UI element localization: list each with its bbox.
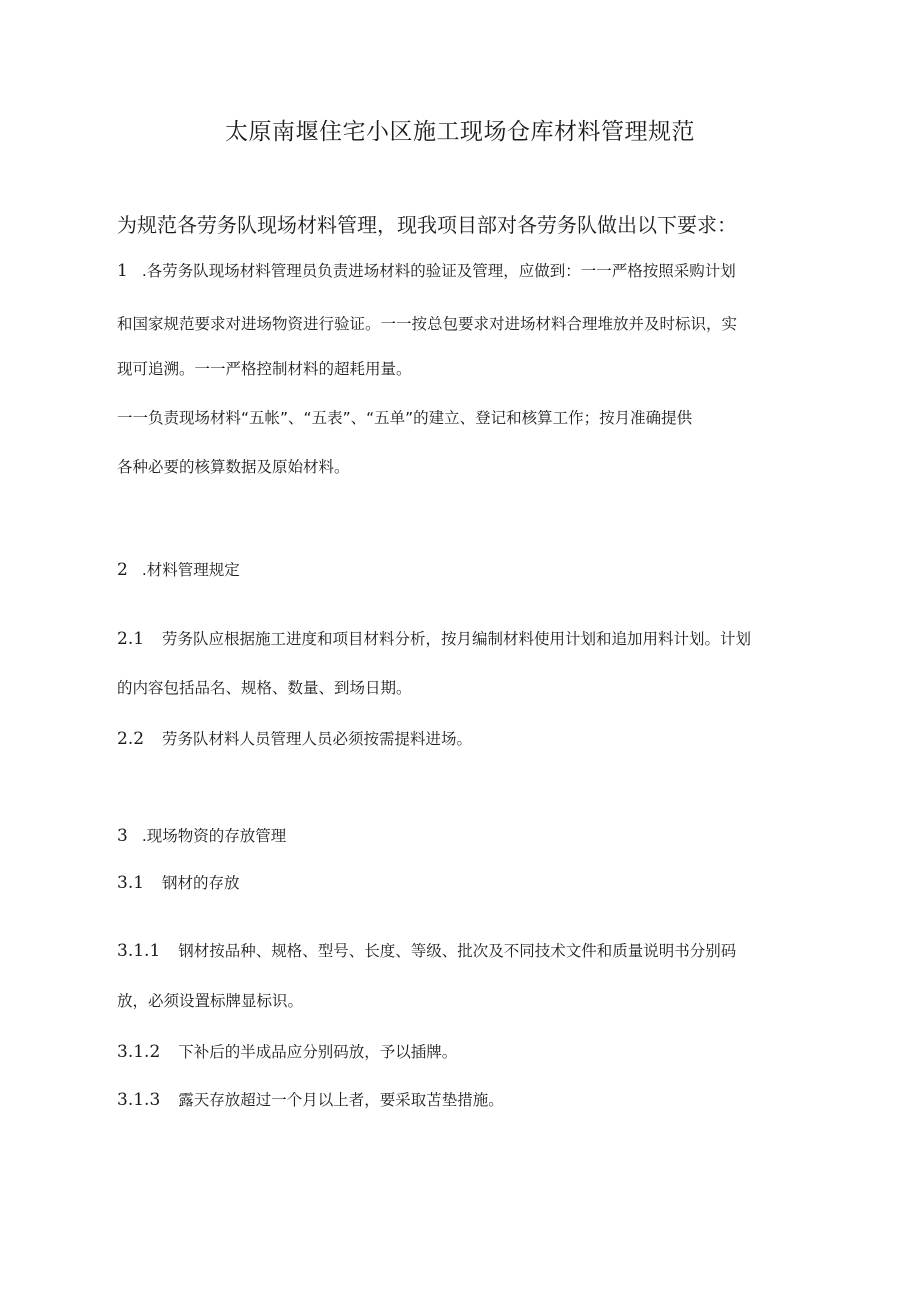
paragraph-3-1-1-number: 3.1.1 — [117, 941, 161, 961]
document-title: 太原南堰住宅小区施工现场仓库材料管理规范 — [225, 119, 695, 145]
section-1-text-1: .各劳务队现场材料管理员负责进场材料的验证及管理，应做到：一一严格按照采购计划 — [141, 262, 736, 280]
section-1-line-2: 和国家规范要求对进场物资进行验证。一一按总包要求对进场材料合理堆放并及时标识，实 — [117, 315, 738, 333]
paragraph-3-1-2-text-1: 下补后的半成品应分别码放，予以插牌。 — [178, 1043, 458, 1061]
section-1-line-4: 一一负责现场材料“五帐”、“五表”、“五单”的建立、登记和核算工作；按月准确提供 — [117, 409, 693, 427]
paragraph-2-1-line-2: 的内容包括品名、规格、数量、到场日期。 — [117, 679, 412, 697]
paragraph-3-1-3-number: 3.1.3 — [117, 1090, 161, 1110]
paragraph-2-2-text-1: 劳务队材料人员管理人员必须按需提料进场。 — [162, 730, 473, 748]
paragraph-3-1-2-line-1 — [117, 1039, 457, 1065]
paragraph-3-1-number: 3.1 — [117, 873, 145, 893]
paragraph-3-1-heading-text: 钢材的存放 — [162, 874, 240, 892]
paragraph-3-1-2-number: 3.1.2 — [117, 1042, 161, 1062]
paragraph-2-2-line-1 — [117, 726, 472, 752]
paragraph-2-1-number: 2.1 — [117, 629, 145, 649]
section-3-heading — [117, 823, 286, 849]
paragraph-3-1-3-text-1: 露天存放超过一个月以上者，要采取苫垫措施。 — [178, 1091, 504, 1109]
section-3-heading-text: .现场物资的存放管理 — [141, 827, 287, 845]
paragraph-3-1-1-line-1 — [117, 938, 736, 964]
paragraph-2-2-number: 2.2 — [117, 729, 145, 749]
section-1-line-5: 各种必要的核算数据及原始材料。 — [117, 458, 350, 476]
paragraph-2-1-line-1 — [117, 626, 751, 652]
paragraph-3-1-heading — [117, 870, 240, 896]
section-1-line-1 — [117, 258, 736, 284]
section-1-number: 1 — [117, 261, 128, 281]
section-2-number: 2 — [117, 560, 128, 580]
section-3-number: 3 — [117, 826, 128, 846]
intro-paragraph: 为规范各劳务队现场材料管理，现我项目部对各劳务队做出以下要求： — [117, 213, 737, 237]
section-1-line-3: 现可追溯。一一严格控制材料的超耗用量。 — [117, 360, 412, 378]
paragraph-3-1-3-line-1 — [117, 1087, 504, 1113]
section-2-heading-text: .材料管理规定 — [141, 561, 240, 579]
paragraph-2-1-text-1: 劳务队应根据施工进度和项目材料分析，按月编制材料使用计划和追加用料计划。计划 — [162, 630, 752, 648]
paragraph-3-1-1-line-2: 放，必须设置标牌显标识。 — [117, 992, 304, 1010]
paragraph-3-1-1-text-1: 钢材按品种、规格、型号、长度、等级、批次及不同技术文件和质量说明书分别码 — [178, 942, 737, 960]
section-2-heading — [117, 557, 240, 583]
